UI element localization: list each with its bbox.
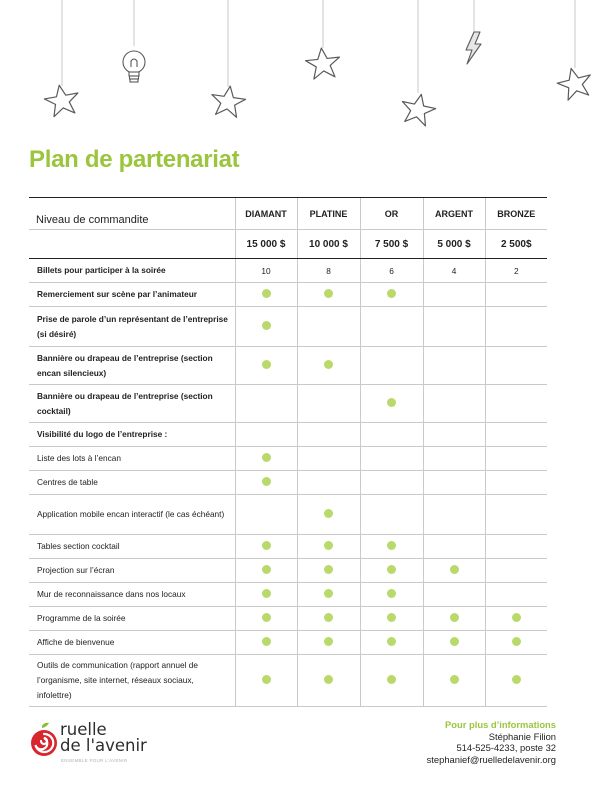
row-cell (485, 631, 547, 655)
row-label: Bannière ou drapeau de l’entreprise (section encan silencieux) (29, 347, 235, 385)
star-icon (42, 82, 81, 117)
row-cell (297, 495, 360, 535)
level-label: Niveau de commandite (29, 198, 235, 230)
contact-phone: 514-525-4233, poste 32 (456, 742, 556, 754)
row-label: Mur de reconnaissance dans nos locaux (29, 583, 235, 607)
row-cell (423, 583, 485, 607)
contact-email[interactable]: stephanief@ruelledelavenir.org (426, 754, 556, 766)
included-dot-icon (324, 589, 333, 598)
tier-header-row (29, 198, 547, 230)
contact-name: Stéphanie Filion (488, 730, 556, 742)
included-dot-icon (387, 613, 396, 622)
row-cell (423, 447, 485, 471)
table-row (29, 535, 547, 559)
row-cell (297, 385, 360, 423)
light-bulb-icon (123, 51, 145, 82)
table-row (29, 495, 547, 535)
row-cell (235, 307, 297, 347)
row-cell (485, 583, 547, 607)
tier-name: ARGENT (423, 198, 485, 230)
star-icon (555, 64, 595, 101)
row-cell (360, 631, 423, 655)
table-row (29, 447, 547, 471)
row-label: Bannière ou drapeau de l’entreprise (section cocktail) (29, 385, 235, 423)
included-dot-icon (512, 613, 521, 622)
row-cell (423, 423, 485, 447)
row-cell (485, 283, 547, 307)
row-cell (423, 631, 485, 655)
hanging-decorations (0, 0, 612, 145)
star-icon (304, 46, 341, 79)
star-icon (398, 91, 437, 127)
row-label: Outils de communication (rapport annuel de l’organisme, site internet, réseaux sociaux, infolettre) (29, 655, 235, 707)
row-cell (360, 655, 423, 707)
row-cell (360, 559, 423, 583)
included-dot-icon (262, 289, 271, 298)
row-cell (485, 495, 547, 535)
included-dot-icon (324, 360, 333, 369)
row-label: Application mobile encan interactif (le cas échéant) (29, 495, 235, 535)
row-cell (297, 559, 360, 583)
row-cell (485, 423, 547, 447)
row-cell (485, 307, 547, 347)
row-label: Affiche de bienvenue (29, 631, 235, 655)
included-dot-icon (450, 675, 459, 684)
logo-tagline: ENSEMBLE POUR L'AVENIR (61, 758, 128, 763)
row-cell (235, 423, 297, 447)
row-cell (423, 307, 485, 347)
tier-price: 15 000 $ (235, 230, 297, 259)
table-row (29, 607, 547, 631)
row-cell (360, 495, 423, 535)
page-title: Plan de partenariat (29, 146, 240, 173)
row-cell (297, 347, 360, 385)
row-cell (235, 535, 297, 559)
included-dot-icon (450, 613, 459, 622)
row-value: 6 (360, 259, 423, 283)
included-dot-icon (387, 541, 396, 550)
included-dot-icon (324, 613, 333, 622)
included-dot-icon (324, 637, 333, 646)
included-dot-icon (324, 509, 333, 518)
included-dot-icon (324, 565, 333, 574)
row-cell (360, 283, 423, 307)
table-row (29, 631, 547, 655)
row-cell (360, 535, 423, 559)
row-cell (485, 471, 547, 495)
row-cell (423, 535, 485, 559)
tier-name: OR (360, 198, 423, 230)
row-cell (423, 495, 485, 535)
table-row (29, 259, 547, 283)
row-label: Programme de la soirée (29, 607, 235, 631)
included-dot-icon (262, 321, 271, 330)
included-dot-icon (512, 637, 521, 646)
row-cell (423, 385, 485, 423)
row-cell (297, 607, 360, 631)
row-value: 4 (423, 259, 485, 283)
row-cell (235, 583, 297, 607)
lightning-bolt-icon (466, 32, 481, 64)
tier-price: 2 500$ (485, 230, 547, 259)
row-cell (360, 447, 423, 471)
row-label: Remerciement sur scène par l’animateur (29, 283, 235, 307)
included-dot-icon (387, 675, 396, 684)
included-dot-icon (262, 637, 271, 646)
row-cell (297, 283, 360, 307)
table-row (29, 423, 547, 447)
row-label: Visibilité du logo de l’entreprise : (29, 423, 235, 447)
row-cell (297, 423, 360, 447)
apple-logo-icon (31, 723, 57, 756)
row-cell (235, 607, 297, 631)
included-dot-icon (324, 541, 333, 550)
row-cell (485, 347, 547, 385)
table-row (29, 559, 547, 583)
row-cell (297, 631, 360, 655)
row-value: 8 (297, 259, 360, 283)
row-cell (235, 385, 297, 423)
contact-block (427, 719, 556, 766)
partnership-table (29, 197, 547, 707)
row-cell (360, 347, 423, 385)
included-dot-icon (262, 613, 271, 622)
included-dot-icon (450, 565, 459, 574)
row-cell (235, 559, 297, 583)
table-row (29, 347, 547, 385)
table-row (29, 583, 547, 607)
row-cell (235, 655, 297, 707)
row-cell (297, 655, 360, 707)
included-dot-icon (324, 675, 333, 684)
row-cell (235, 347, 297, 385)
table-row (29, 307, 547, 347)
row-cell (360, 307, 423, 347)
included-dot-icon (512, 675, 521, 684)
row-cell (235, 471, 297, 495)
row-cell (297, 447, 360, 471)
row-cell (423, 655, 485, 707)
row-cell (423, 559, 485, 583)
row-label: Liste des lots à l’encan (29, 447, 235, 471)
row-cell (235, 495, 297, 535)
included-dot-icon (387, 398, 396, 407)
row-cell (423, 347, 485, 385)
row-cell (297, 307, 360, 347)
price-row (29, 230, 547, 259)
row-cell (360, 471, 423, 495)
row-value: 2 (485, 259, 547, 283)
included-dot-icon (262, 360, 271, 369)
row-value: 10 (235, 259, 297, 283)
row-cell (485, 535, 547, 559)
row-cell (485, 655, 547, 707)
included-dot-icon (262, 453, 271, 462)
included-dot-icon (387, 565, 396, 574)
row-cell (485, 385, 547, 423)
included-dot-icon (387, 589, 396, 598)
included-dot-icon (262, 477, 271, 486)
row-label: Billets pour participer à la soirée (29, 259, 235, 283)
row-cell (235, 283, 297, 307)
included-dot-icon (262, 675, 271, 684)
table-row (29, 471, 547, 495)
row-label: Centres de table (29, 471, 235, 495)
row-label: Projection sur l’écran (29, 559, 235, 583)
row-cell (297, 535, 360, 559)
row-cell (423, 607, 485, 631)
row-cell (423, 283, 485, 307)
tier-name: PLATINE (297, 198, 360, 230)
row-cell (360, 607, 423, 631)
table-row (29, 385, 547, 423)
included-dot-icon (387, 289, 396, 298)
included-dot-icon (262, 541, 271, 550)
tier-price: 10 000 $ (297, 230, 360, 259)
row-cell (235, 447, 297, 471)
row-cell (360, 583, 423, 607)
row-cell (423, 471, 485, 495)
logo-wordmark: ruelle de l'avenir (60, 720, 147, 755)
tier-price: 7 500 $ (360, 230, 423, 259)
table-row (29, 655, 547, 707)
row-cell (297, 583, 360, 607)
tier-price: 5 000 $ (423, 230, 485, 259)
row-cell (485, 607, 547, 631)
included-dot-icon (262, 565, 271, 574)
tier-name: DIAMANT (235, 198, 297, 230)
included-dot-icon (324, 289, 333, 298)
included-dot-icon (450, 637, 459, 646)
tier-name: BRONZE (485, 198, 547, 230)
row-cell (235, 631, 297, 655)
included-dot-icon (387, 637, 396, 646)
row-cell (485, 447, 547, 471)
row-cell (360, 423, 423, 447)
row-cell (297, 471, 360, 495)
row-cell (485, 559, 547, 583)
contact-heading: Pour plus d’informations (445, 719, 556, 730)
benefits-body (29, 259, 547, 707)
row-label: Tables section cocktail (29, 535, 235, 559)
table-row (29, 283, 547, 307)
included-dot-icon (262, 589, 271, 598)
row-label: Prise de parole d’un représentant de l’entreprise (si désiré) (29, 307, 235, 347)
row-cell (360, 385, 423, 423)
star-icon (209, 84, 247, 118)
